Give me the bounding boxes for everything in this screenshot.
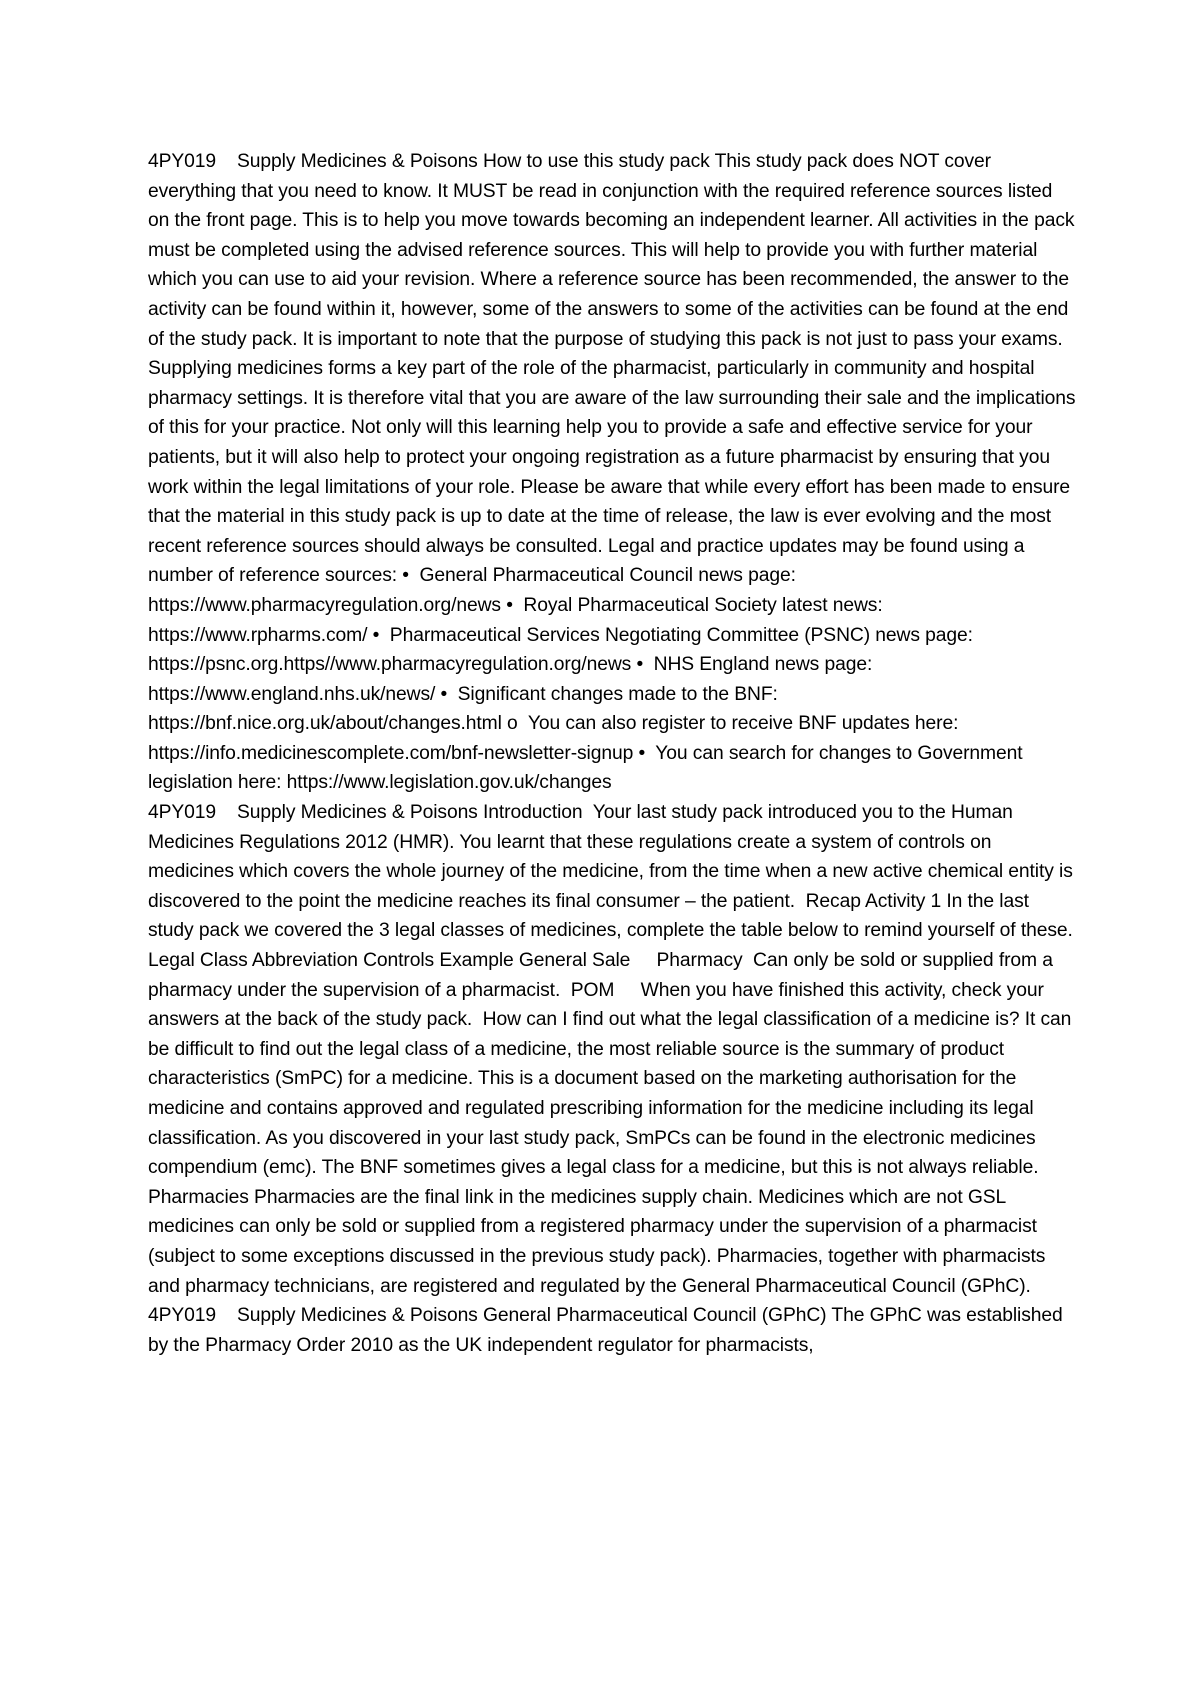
paragraph-introduction: 4PY019 Supply Medicines & Poisons Introduction Your last study pack introduced you to the Human Medicines Regulations 2012 (HMR). You learnt that these regulations create a system of controls on medicines which covers the whole journey of the medicine, from the time when a new active chemical entity is discovered to the point the medicine reaches its final consumer – the patient. Recap Activity 1 In the last study pack we covered the 3 legal classes of medicines, complete the table below to remind yourself of these. Legal Class Abbreviation Controls Example General Sale Pharmacy Can only be sold or supplied from a pharmacy under the supervision of a pharmacist. POM When you have finished this activity, check your answers at the back of the study pack. How can I find out what the legal classification of a medicine is? It can be difficult to find out the legal class of a medicine, the most reliable source is the summary of product characteristics (SmPC) for a medicine. This is a document based on the marketing authorisation for the medicine and contains approved and regulated prescribing information for the medicine including its legal classification. As you discovered in your last study pack, SmPCs can be found in the electronic medicines compendium (emc). The BNF sometimes gives a legal class for a medicine, but this is not always reliable. Pharmacies Pharmacies are the final link in the medicines supply chain. Medicines which are not GSL medicines can only be sold or supplied from a registered pharmacy under the supervision of a pharmacist (subject to some exceptions discussed in the previous study pack). Pharmacies, together with pharmacists and pharmacy technicians, are registered and regulated by the General Pharmaceutical Council (GPhC). — [148, 802, 1084, 1297]
paragraph-study-pack-guidance: 4PY019 Supply Medicines & Poisons How to use this study pack This study pack does NOT cover everything that you need to know. It MUST be read in conjunction with the required reference sources listed on the front page. This is to help you move towards becoming an independent learner. All activities in the pack must be completed using the advised reference sources. This will help to provide you with further material which you can use to aid your revision. Where a reference source has been recommended, the answer to the activity can be found within it, however, some of the answers to some of the activities can be found at the end of the study pack. It is important to note that the purpose of studying this pack is not just to pass your exams. Supplying medicines forms a key part of the role of the pharmacist, particularly in community and hospital pharmacy settings. It is therefore vital that you are aware of the law surrounding their sale and the implications of this for your practice. Not only will this learning help you to provide a safe and effective service for your patients, but it will also help to protect your ongoing registration as a future pharmacist by ensuring that you work within the legal limitations of your role. Please be aware that while every effort has been made to ensure that the material in this study pack is up to date at the time of release, the law is ever evolving and the most recent reference sources should always be consulted. Legal and practice updates may be found using a number of reference sources: • General Pharmaceutical Council news page: https://www.pharmacyregulation.org/news • Royal Pharmaceutical Society latest news: https://www.rpharms.com/ • Pharmaceutical Services Negotiating Committee (PSNC) news page: https://psnc.org.https//www.pharmacyregulation.org/news • NHS England news page: https://www.england.nhs.uk/news/ • Significant changes made to the BNF: https://bnf.nice.org.uk/about/changes.html o You can also register to receive BNF updates here: https://info.medicinescomplete.com/bnf-newsletter-signup • You can search for changes to Government legislation here: https://www.legislation.gov.uk/changes — [148, 151, 1081, 794]
paragraph-gphc: 4PY019 Supply Medicines & Poisons General Pharmaceutical Council (GPhC) The GPhC was established by the Pharmacy Order 2010 as the UK independent regulator for pharmacists, — [148, 1305, 1068, 1356]
document-body — [148, 147, 1084, 1360]
